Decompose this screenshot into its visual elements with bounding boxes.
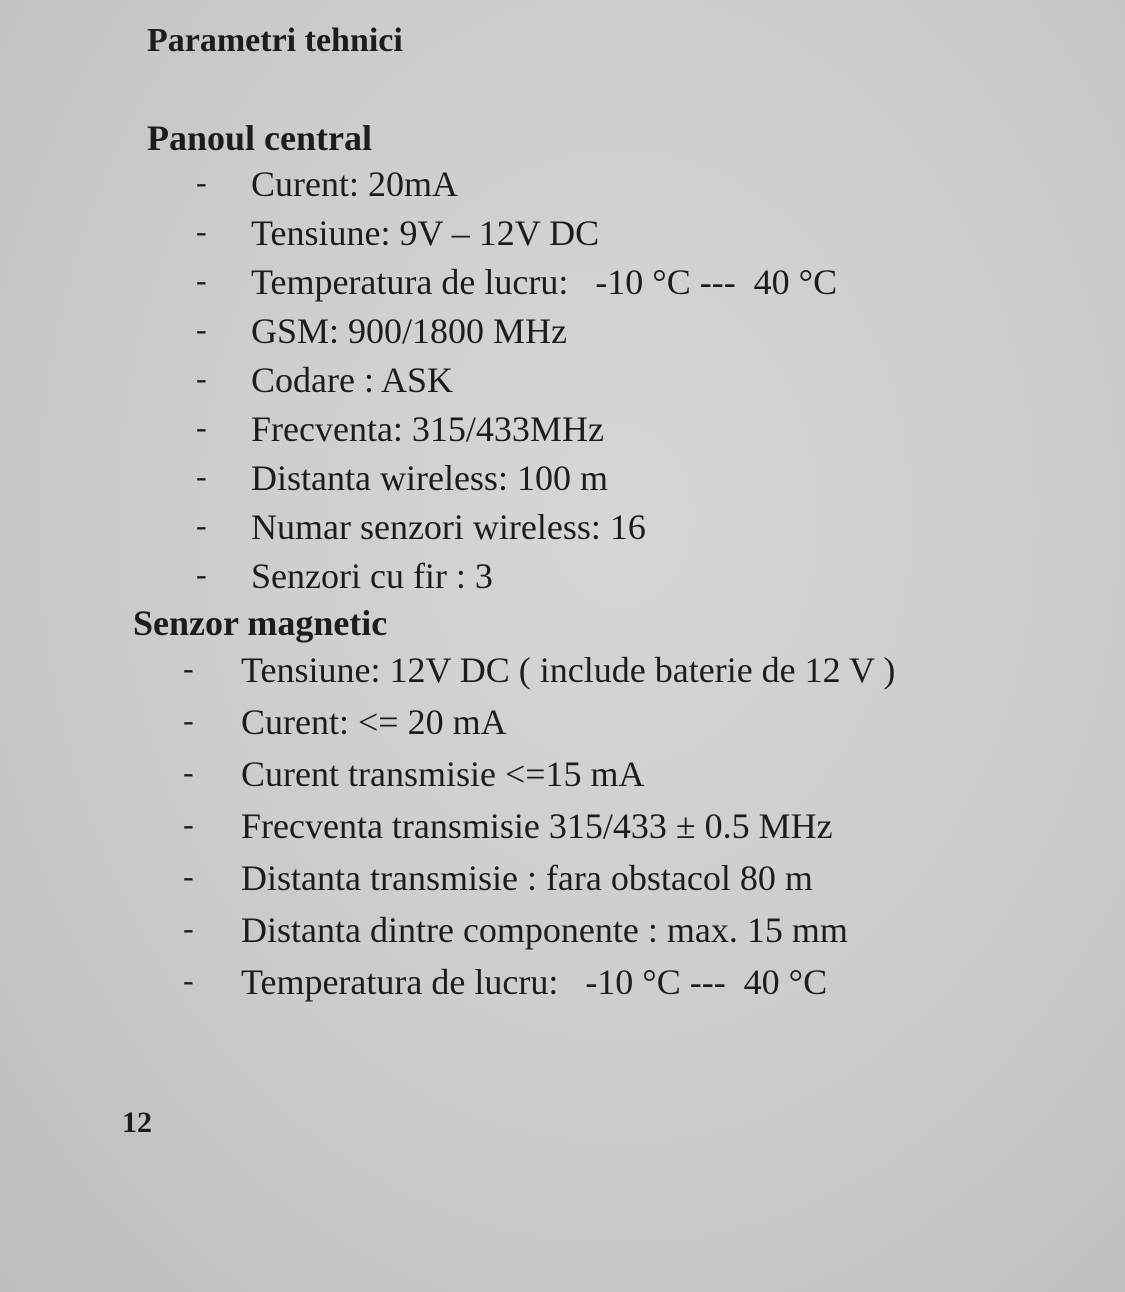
bullet-dash: - [183, 806, 194, 842]
bullet-dash: - [196, 164, 207, 200]
section-heading-panoul-central: Panoul central [147, 118, 372, 158]
spec-text: Distanta wireless: 100 m [251, 458, 608, 498]
spec-text: Senzori cu fir : 3 [251, 556, 493, 596]
bullet-dash: - [183, 650, 194, 686]
bullet-dash: - [196, 311, 207, 347]
bullet-dash: - [196, 458, 207, 494]
bullet-dash: - [183, 858, 194, 894]
bullet-dash: - [196, 409, 207, 445]
spec-text: Tensiune: 9V – 12V DC [251, 213, 600, 253]
bullet-dash: - [196, 213, 207, 249]
spec-text: Frecventa: 315/433MHz [251, 409, 604, 449]
spec-text: Distanta dintre componente : max. 15 mm [241, 910, 848, 950]
bullet-dash: - [196, 556, 207, 592]
spec-text: Curent: 20mA [251, 164, 458, 204]
spec-text: Tensiune: 12V DC ( include baterie de 12 V ) [241, 650, 896, 690]
bullet-dash: - [183, 702, 194, 738]
spec-text: GSM: 900/1800 MHz [251, 311, 568, 351]
bullet-dash: - [196, 360, 207, 396]
spec-text: Curent: <= 20 mA [241, 702, 507, 742]
page-number: 12 [122, 1106, 152, 1139]
bullet-dash: - [183, 910, 194, 946]
page-title: Parametri tehnici [147, 22, 403, 59]
bullet-dash: - [196, 262, 207, 298]
spec-text: Frecventa transmisie 315/433 ± 0.5 MHz [241, 806, 833, 846]
spec-text: Temperatura de lucru: -10 °C --- 40 °C [241, 962, 828, 1002]
bullet-dash: - [196, 507, 207, 543]
spec-text: Codare : ASK [251, 360, 453, 400]
spec-text: Distanta transmisie : fara obstacol 80 m [241, 858, 813, 898]
bullet-dash: - [183, 962, 194, 998]
spec-text: Numar senzori wireless: 16 [251, 507, 646, 547]
spec-text: Curent transmisie <=15 mA [241, 754, 645, 794]
spec-text: Temperatura de lucru: -10 °C --- 40 °C [251, 262, 838, 302]
section-heading-senzor-magnetic: Senzor magnetic [133, 603, 388, 643]
bullet-dash: - [183, 754, 194, 790]
